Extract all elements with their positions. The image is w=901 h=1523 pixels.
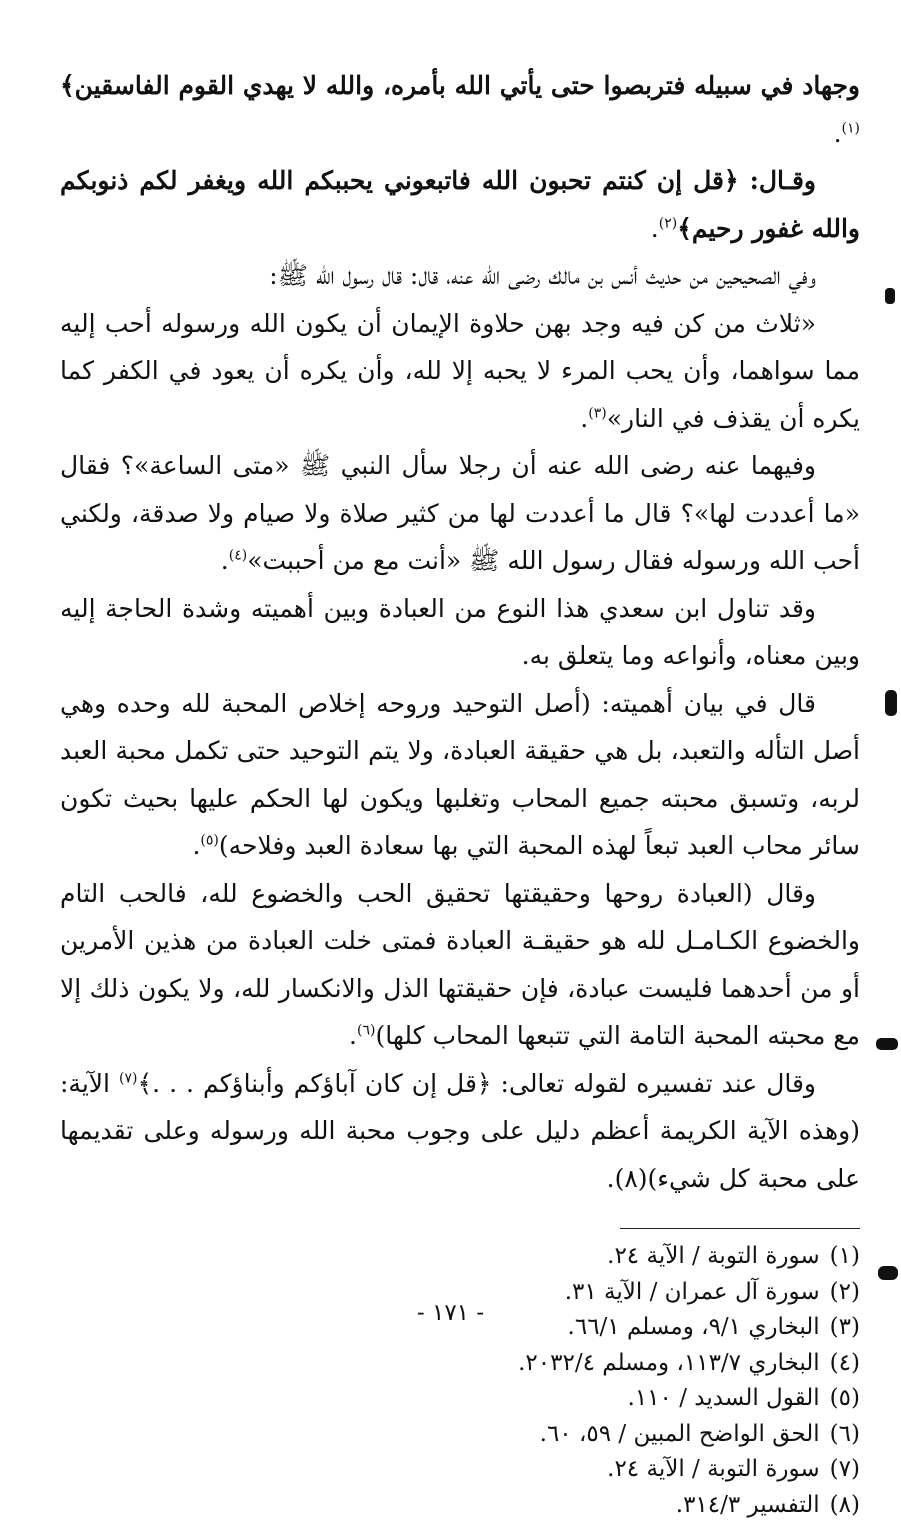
footnotes: [60, 1239, 860, 1523]
footnote-number: (٥): [830, 1381, 860, 1417]
footnote-reference: (١): [842, 120, 860, 136]
footnote-reference: (٦): [357, 1023, 375, 1039]
footnote-reference: (٢): [659, 215, 677, 231]
footnote-item: [60, 1239, 860, 1275]
paragraph: [60, 252, 860, 300]
main-text: [60, 62, 860, 1202]
scan-mark: [878, 1266, 898, 1280]
footnote-text: البخاري ١١٣/٧، ومسلم ٢٠٣٢/٤.: [518, 1346, 820, 1382]
page-number: - ١٧١ -: [0, 1300, 901, 1326]
paragraph-tail: .: [834, 119, 842, 148]
footnote-number: (٢): [830, 1275, 860, 1311]
paragraph-text: «ثلاث من كن فيه وجد بهن حلاوة الإيمان أن يكون الله ورسوله أحب إليه مما سواهما، وأن يحب المرء لا يحبه إلا لله، وأن يكره أن يعود في الكفر كما يكره أن يقذف في النار»: [60, 309, 860, 433]
scan-mark: [885, 288, 895, 304]
paragraph-text: وقال عند تفسيره لقوله تعالى: ﴿قل إن كان آباؤكم وأبناؤكم . . .﴾: [137, 1069, 816, 1098]
footnote-reference: (٥): [200, 833, 218, 849]
footnote-item: [60, 1452, 860, 1488]
paragraph: [60, 585, 860, 680]
paragraph: [60, 680, 860, 870]
footnote-reference: (٣): [588, 405, 606, 421]
paragraph-text: وجهاد في سبيله فتربصوا حتى يأتي الله بأمره، والله لا يهدي القوم الفاسقين﴾: [60, 71, 860, 100]
footnote-number: (٣): [830, 1310, 860, 1346]
paragraph-text: وفيهما عنه رضى الله عنه أن رجلا سأل النبي ﷺ «متى الساعة»؟ فقال «ما أعددت لها»؟ قال ما أعددت لها من كثير صلاة ولا صيام ولا صدقة، ولكني أحب الله ورسوله فقال رسول الله ﷺ «أنت مع من أحببت»: [60, 451, 860, 575]
footnote-item: [60, 1417, 860, 1453]
footnote-separator: [620, 1228, 860, 1229]
paragraph-tail: الآية: (وهذه الآية الكريمة أعظم دليل على وجوب محبة الله ورسوله وعلى تقديمها على محبة كل شيء)(٨).: [60, 1069, 860, 1193]
footnote-text: القول السديد / ١١٠.: [628, 1381, 820, 1417]
paragraph: [60, 62, 860, 157]
paragraph-tail: .: [349, 1021, 357, 1050]
paragraph-text: وقال (العبادة روحها وحقيقتها تحقيق الحب والخضوع لله، فالحب التام والخضوع الكـامـل لله هو حقيقـة العبادة فمتى خلت العبادة من هذين الأمرين أو من أحدهما فليست عبادة، فإن حقيقتها الذل والانكسار لله، ولا يكون ذلك إلا مع محبته المحبة التامة التي تتبعها المحاب كلها): [60, 879, 860, 1051]
footnote-reference: (٧): [119, 1070, 137, 1086]
paragraph-text: قال في بيان أهميته: (أصل التوحيد وروحه إخلاص المحبة لله وحده وهي أصل التأله والتعبد، بل هي حقيقة العبادة، ولا يتم التوحيد حتى تكمل محبة العبد لربه، وتسبق محبته جميع المحاب وتغلبها ويكون لها الحكم عليها بحيث تكون سائر محاب العبد تبعاً لهذه المحبة التي بها سعادة العبد وفلاحه): [60, 689, 860, 861]
footnote-item: [60, 1488, 860, 1523]
footnote-item: [60, 1381, 860, 1417]
paragraph-text: وفي الصحيحين من حديث أنس بن مالك رضى الله عنه، قال: قال رسول الله ﷺ:: [269, 261, 816, 290]
scan-mark: [885, 690, 897, 716]
paragraph: [60, 300, 860, 443]
footnote-number: (٤): [830, 1346, 860, 1382]
paragraph-text: وقـال: ﴿قل إن كنتم تحبون الله فاتبعوني يحببكم الله ويغفر لكم ذنوبكم والله غفور رحيم﴾: [60, 166, 860, 243]
paragraph-text: وقد تناول ابن سعدي هذا النوع من العبادة وبين أهميته وشدة الحاجة إليه وبين معناه، وأنواعه وما يتعلق به.: [60, 594, 860, 671]
footnote-number: (٨): [830, 1488, 860, 1523]
footnote-reference: (٤): [229, 548, 247, 564]
footnote-text: سورة آل عمران / الآية ٣١.: [565, 1275, 820, 1311]
paragraph-tail: .: [221, 546, 229, 575]
paragraph: [60, 157, 860, 252]
paragraph: [60, 1060, 860, 1203]
footnote-number: (١): [830, 1239, 860, 1275]
footnote-text: البخاري ٩/١، ومسلم ٦٦/١.: [568, 1310, 820, 1346]
footnote-text: سورة التوبة / الآية ٢٤.: [607, 1452, 820, 1488]
footnote-text: سورة التوبة / الآية ٢٤.: [607, 1239, 820, 1275]
paragraph: [60, 442, 860, 585]
footnote-number: (٦): [830, 1417, 860, 1453]
paragraph-tail: .: [651, 214, 659, 243]
paragraph-tail: .: [192, 831, 200, 860]
paragraph-tail: .: [580, 404, 588, 433]
footnote-number: (٧): [830, 1452, 860, 1488]
footnote-text: الحق الواضح المبين / ٥٩، ٦٠.: [540, 1417, 820, 1453]
paragraph: [60, 870, 860, 1060]
scan-mark: [876, 1038, 898, 1050]
footnote-text: التفسير ٣١٤/٣.: [676, 1488, 820, 1523]
